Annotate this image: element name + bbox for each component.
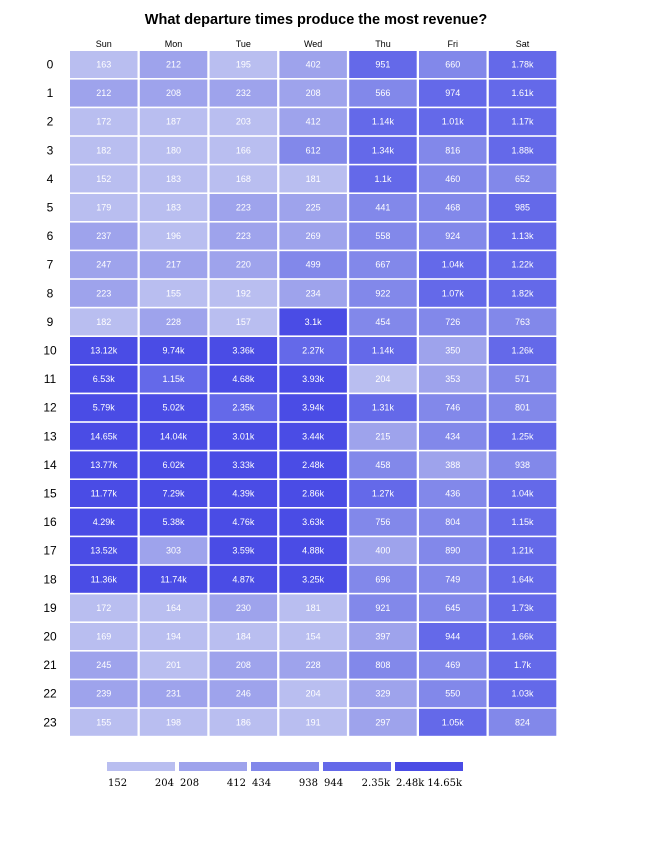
cell-value-label: 11.77k bbox=[90, 488, 117, 499]
cell-value-label: 726 bbox=[445, 316, 461, 327]
cell-value-label: 1.73k bbox=[511, 602, 534, 613]
cell-value-label: 696 bbox=[375, 574, 391, 585]
cell-value-label: 11.36k bbox=[90, 574, 117, 585]
cell-value-label: 215 bbox=[375, 431, 391, 442]
cell-value-label: 179 bbox=[96, 202, 112, 213]
cell-value-label: 412 bbox=[305, 116, 321, 127]
cell-value-label: 1.7k bbox=[514, 660, 532, 671]
cell-value-label: 247 bbox=[96, 259, 112, 270]
cell-value-label: 434 bbox=[445, 431, 461, 442]
cell-value-label: 172 bbox=[96, 602, 112, 613]
legend-max-label: 14.65k bbox=[427, 778, 462, 789]
cell-value-label: 230 bbox=[235, 602, 251, 613]
hour-label-4: 4 bbox=[46, 171, 54, 186]
cell-value-label: 172 bbox=[96, 116, 112, 127]
cell-value-label: 808 bbox=[375, 660, 391, 671]
cell-value-label: 436 bbox=[445, 488, 461, 499]
cell-value-label: 468 bbox=[445, 202, 461, 213]
hour-label-15: 15 bbox=[43, 486, 57, 501]
cell-value-label: 558 bbox=[375, 231, 391, 242]
cell-value-label: 1.1k bbox=[374, 173, 392, 184]
cell-value-label: 3.33k bbox=[232, 459, 255, 470]
cell-value-label: 9.74k bbox=[162, 345, 185, 356]
legend-max-label: 2.35k bbox=[361, 778, 390, 789]
hour-label-18: 18 bbox=[43, 572, 57, 587]
hour-label-17: 17 bbox=[43, 543, 57, 558]
cell-value-label: 182 bbox=[96, 316, 112, 327]
cell-value-label: 571 bbox=[515, 374, 531, 385]
cell-value-label: 3.1k bbox=[304, 316, 322, 327]
cell-value-label: 2.27k bbox=[302, 345, 325, 356]
cell-value-label: 1.88k bbox=[511, 145, 534, 156]
cell-value-label: 3.44k bbox=[302, 431, 325, 442]
cell-value-label: 1.25k bbox=[511, 431, 534, 442]
cell-value-label: 566 bbox=[375, 88, 391, 99]
cell-value-label: 169 bbox=[96, 631, 112, 642]
cell-value-label: 4.29k bbox=[92, 517, 115, 528]
legend-swatch bbox=[179, 762, 247, 771]
day-label-fri: Fri bbox=[447, 39, 458, 49]
cell-value-label: 152 bbox=[96, 173, 112, 184]
cell-value-label: 460 bbox=[445, 173, 461, 184]
cell-value-label: 458 bbox=[375, 459, 391, 470]
hour-label-13: 13 bbox=[43, 429, 57, 444]
cell-value-label: 1.22k bbox=[511, 259, 534, 270]
cell-value-label: 1.14k bbox=[371, 116, 394, 127]
cell-value-label: 3.25k bbox=[302, 574, 325, 585]
hour-label-2: 2 bbox=[46, 114, 54, 129]
hour-label-3: 3 bbox=[46, 143, 54, 158]
cell-value-label: 1.17k bbox=[511, 116, 534, 127]
legend-swatch bbox=[107, 762, 175, 771]
cell-value-label: 164 bbox=[166, 602, 182, 613]
cell-value-label: 922 bbox=[375, 288, 391, 299]
legend-swatch bbox=[323, 762, 391, 771]
hour-label-22: 22 bbox=[43, 686, 57, 701]
hour-label-7: 7 bbox=[46, 257, 54, 272]
cell-value-label: 13.12k bbox=[90, 345, 118, 356]
cell-value-label: 192 bbox=[235, 288, 251, 299]
hour-label-8: 8 bbox=[46, 286, 54, 301]
cell-value-label: 746 bbox=[445, 402, 461, 413]
cell-value-label: 184 bbox=[235, 631, 251, 642]
cell-value-label: 1.31k bbox=[371, 402, 394, 413]
cell-value-label: 1.61k bbox=[511, 88, 534, 99]
legend-min-label: 434 bbox=[252, 778, 272, 789]
cell-value-label: 232 bbox=[235, 88, 251, 99]
cell-value-label: 157 bbox=[235, 316, 251, 327]
day-label-thu: Thu bbox=[375, 39, 391, 49]
day-label-mon: Mon bbox=[164, 39, 183, 49]
cell-value-label: 155 bbox=[96, 717, 112, 728]
cell-value-label: 198 bbox=[166, 717, 182, 728]
chart-title: What departure times produce the most revenue? bbox=[144, 12, 488, 28]
cell-value-label: 204 bbox=[375, 374, 391, 385]
cell-value-label: 1.14k bbox=[371, 345, 394, 356]
cell-value-label: 14.65k bbox=[90, 431, 118, 442]
legend-max-label: 204 bbox=[154, 778, 174, 789]
cell-value-label: 303 bbox=[166, 545, 182, 556]
cell-value-label: 974 bbox=[445, 88, 461, 99]
cell-value-label: 550 bbox=[445, 688, 461, 699]
cell-value-label: 612 bbox=[305, 145, 321, 156]
cell-value-label: 183 bbox=[166, 202, 182, 213]
cell-value-label: 3.63k bbox=[302, 517, 325, 528]
cell-value-label: 155 bbox=[166, 288, 182, 299]
legend-max-label: 938 bbox=[298, 778, 318, 789]
cell-value-label: 1.07k bbox=[441, 288, 464, 299]
cell-value-label: 212 bbox=[166, 59, 182, 70]
hour-label-0: 0 bbox=[46, 57, 54, 72]
cell-value-label: 6.02k bbox=[162, 459, 185, 470]
cell-value-label: 166 bbox=[235, 145, 251, 156]
cell-value-label: 201 bbox=[166, 660, 182, 671]
cell-value-label: 749 bbox=[445, 574, 461, 585]
cell-value-label: 1.04k bbox=[511, 488, 534, 499]
cell-value-label: 353 bbox=[445, 374, 461, 385]
cell-value-label: 194 bbox=[166, 631, 182, 642]
cell-value-label: 660 bbox=[445, 59, 461, 70]
cell-value-label: 816 bbox=[445, 145, 461, 156]
hour-label-5: 5 bbox=[46, 200, 54, 215]
cell-value-label: 6.53k bbox=[92, 374, 115, 385]
hour-label-12: 12 bbox=[43, 400, 57, 415]
cell-value-label: 402 bbox=[305, 59, 321, 70]
cell-value-label: 1.26k bbox=[511, 345, 534, 356]
cell-value-label: 225 bbox=[305, 202, 321, 213]
cell-value-label: 454 bbox=[375, 316, 391, 327]
cell-value-label: 388 bbox=[445, 459, 461, 470]
hour-label-16: 16 bbox=[43, 515, 57, 530]
cell-value-label: 329 bbox=[375, 688, 391, 699]
legend-swatch bbox=[395, 762, 463, 771]
cell-value-label: 4.88k bbox=[302, 545, 325, 556]
hour-axis-labels bbox=[43, 58, 57, 730]
cell-value-label: 208 bbox=[235, 660, 251, 671]
cell-value-label: 208 bbox=[166, 88, 182, 99]
cell-value-label: 645 bbox=[445, 602, 461, 613]
cell-value-label: 13.52k bbox=[90, 545, 118, 556]
cell-value-label: 1.82k bbox=[511, 288, 534, 299]
legend-max-label: 412 bbox=[226, 778, 246, 789]
color-legend bbox=[107, 762, 463, 789]
cell-value-label: 7.29k bbox=[162, 488, 185, 499]
cell-value-label: 191 bbox=[305, 717, 321, 728]
cell-value-label: 3.93k bbox=[302, 374, 325, 385]
cell-value-label: 1.15k bbox=[162, 374, 185, 385]
cell-value-label: 4.39k bbox=[232, 488, 255, 499]
cell-value-label: 217 bbox=[166, 259, 182, 270]
hour-label-23: 23 bbox=[43, 715, 57, 730]
cell-value-label: 924 bbox=[445, 231, 461, 242]
cell-value-label: 1.01k bbox=[441, 116, 464, 127]
cell-value-label: 234 bbox=[305, 288, 321, 299]
cell-value-label: 14.04k bbox=[160, 431, 188, 442]
cell-value-label: 1.05k bbox=[441, 717, 464, 728]
cell-value-label: 400 bbox=[375, 545, 391, 556]
cell-value-label: 183 bbox=[166, 173, 182, 184]
legend-swatch bbox=[251, 762, 319, 771]
cell-value-label: 163 bbox=[96, 59, 112, 70]
cell-value-label: 1.78k bbox=[511, 59, 534, 70]
cell-value-label: 756 bbox=[375, 517, 391, 528]
heatmap-cells bbox=[70, 51, 556, 736]
cell-value-label: 921 bbox=[375, 602, 391, 613]
cell-value-label: 3.01k bbox=[232, 431, 255, 442]
cell-value-label: 4.68k bbox=[232, 374, 255, 385]
hour-label-6: 6 bbox=[46, 229, 54, 244]
hour-label-19: 19 bbox=[43, 600, 57, 615]
cell-value-label: 5.38k bbox=[162, 517, 185, 528]
cell-value-label: 186 bbox=[235, 717, 251, 728]
cell-value-label: 469 bbox=[445, 660, 461, 671]
cell-value-label: 441 bbox=[375, 202, 391, 213]
hour-label-9: 9 bbox=[46, 314, 54, 329]
cell-value-label: 951 bbox=[375, 59, 391, 70]
hour-label-11: 11 bbox=[43, 372, 57, 387]
cell-value-label: 3.36k bbox=[232, 345, 255, 356]
day-label-wed: Wed bbox=[303, 39, 323, 49]
cell-value-label: 228 bbox=[305, 660, 321, 671]
cell-value-label: 181 bbox=[305, 173, 321, 184]
cell-value-label: 223 bbox=[235, 231, 251, 242]
cell-value-label: 3.59k bbox=[232, 545, 255, 556]
cell-value-label: 187 bbox=[166, 116, 182, 127]
cell-value-label: 196 bbox=[166, 231, 182, 242]
cell-value-label: 1.03k bbox=[511, 688, 534, 699]
cell-value-label: 985 bbox=[515, 202, 531, 213]
cell-value-label: 245 bbox=[96, 660, 112, 671]
cell-value-label: 228 bbox=[166, 316, 182, 327]
day-label-tue: Tue bbox=[235, 39, 251, 49]
legend-min-label: 2.48k bbox=[396, 778, 425, 789]
cell-value-label: 2.35k bbox=[232, 402, 255, 413]
cell-value-label: 2.48k bbox=[302, 459, 325, 470]
hour-label-10: 10 bbox=[43, 343, 57, 358]
cell-value-label: 4.76k bbox=[232, 517, 255, 528]
cell-value-label: 1.34k bbox=[371, 145, 394, 156]
cell-value-label: 667 bbox=[375, 259, 391, 270]
legend-min-label: 152 bbox=[108, 778, 128, 789]
hour-label-20: 20 bbox=[43, 629, 57, 644]
cell-value-label: 1.66k bbox=[511, 631, 534, 642]
cell-value-label: 11.74k bbox=[160, 574, 187, 585]
cell-value-label: 297 bbox=[375, 717, 391, 728]
cell-value-label: 195 bbox=[235, 59, 251, 70]
cell-value-label: 350 bbox=[445, 345, 461, 356]
cell-value-label: 246 bbox=[235, 688, 251, 699]
cell-value-label: 212 bbox=[96, 88, 112, 99]
cell-value-label: 13.77k bbox=[90, 459, 118, 470]
cell-value-label: 1.04k bbox=[441, 259, 464, 270]
cell-value-label: 237 bbox=[96, 231, 112, 242]
cell-value-label: 5.79k bbox=[92, 402, 115, 413]
cell-value-label: 208 bbox=[305, 88, 321, 99]
cell-value-label: 223 bbox=[96, 288, 112, 299]
day-label-sat: Sat bbox=[515, 39, 530, 49]
cell-value-label: 220 bbox=[235, 259, 251, 270]
legend-min-label: 208 bbox=[180, 778, 200, 789]
cell-value-label: 5.02k bbox=[162, 402, 185, 413]
cell-value-label: 1.13k bbox=[511, 231, 534, 242]
cell-value-label: 938 bbox=[515, 459, 531, 470]
cell-value-label: 3.94k bbox=[302, 402, 325, 413]
cell-value-label: 1.64k bbox=[511, 574, 534, 585]
cell-value-label: 223 bbox=[235, 202, 251, 213]
hour-label-21: 21 bbox=[43, 658, 57, 673]
cell-value-label: 801 bbox=[515, 402, 531, 413]
cell-value-label: 269 bbox=[305, 231, 321, 242]
cell-value-label: 1.27k bbox=[371, 488, 394, 499]
cell-value-label: 652 bbox=[515, 173, 531, 184]
cell-value-label: 397 bbox=[375, 631, 391, 642]
legend-min-label: 944 bbox=[324, 778, 344, 789]
cell-value-label: 181 bbox=[305, 602, 321, 613]
cell-value-label: 944 bbox=[445, 631, 461, 642]
cell-value-label: 180 bbox=[166, 145, 182, 156]
cell-value-label: 2.86k bbox=[302, 488, 325, 499]
cell-value-label: 182 bbox=[96, 145, 112, 156]
day-axis-labels bbox=[96, 39, 530, 49]
cell-value-label: 231 bbox=[166, 688, 182, 699]
cell-value-label: 203 bbox=[235, 116, 251, 127]
cell-value-label: 168 bbox=[235, 173, 251, 184]
cell-value-label: 4.87k bbox=[232, 574, 255, 585]
hour-label-14: 14 bbox=[43, 457, 57, 472]
cell-value-label: 239 bbox=[96, 688, 112, 699]
hour-label-1: 1 bbox=[46, 86, 54, 101]
cell-value-label: 1.21k bbox=[511, 545, 534, 556]
cell-value-label: 204 bbox=[305, 688, 321, 699]
cell-value-label: 499 bbox=[305, 259, 321, 270]
cell-value-label: 763 bbox=[515, 316, 531, 327]
cell-value-label: 804 bbox=[445, 517, 461, 528]
cell-value-label: 824 bbox=[515, 717, 531, 728]
day-label-sun: Sun bbox=[95, 39, 112, 49]
cell-value-label: 1.15k bbox=[511, 517, 534, 528]
cell-value-label: 890 bbox=[445, 545, 461, 556]
cell-value-label: 154 bbox=[305, 631, 321, 642]
